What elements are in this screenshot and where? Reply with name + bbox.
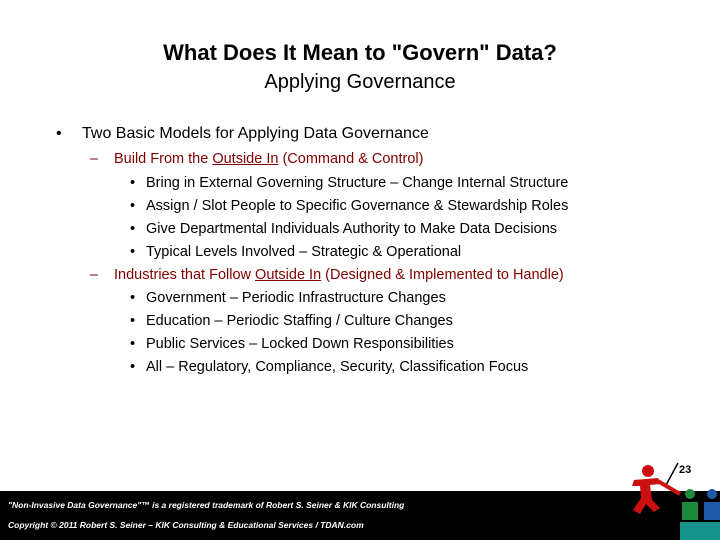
list-item-text: Bring in External Governing Structure – Change Internal Structure [146,175,569,191]
section2-underlined: Outside In [255,267,322,283]
dash-marker: – [90,267,99,283]
sub-bullet-marker: • [130,336,136,352]
copyright-notice: Copyright © 2011 Robert S. Seiner – KIK Consulting & Educational Services / TDAN.com [8,520,364,530]
list-item [130,221,135,237]
slide-subtitle: Applying Governance [264,71,456,93]
list-item-text: Typical Levels Involved – Strategic & Operational [146,244,462,260]
sub-bullet-marker: • [130,290,136,306]
section1-heading [90,151,98,167]
section1-underlined: Outside In [212,151,279,167]
list-item [130,244,135,260]
sub-bullet-marker: • [130,313,136,329]
sub-bullet-marker: • [130,221,136,237]
section2-heading-text [114,267,564,283]
section1-text-after: (Command & Control) [278,151,424,167]
section2-text-after: (Designed & Implemented to Handle) [321,267,564,283]
list-item [130,313,135,329]
page-number: 23 [679,464,692,476]
section1-text-before: Build From the [114,151,213,167]
dash-marker: – [90,151,99,167]
list-item-text: Assign / Slot People to Specific Governance & Stewardship Roles [146,198,569,214]
section2-text-before: Industries that Follow [114,267,256,283]
sub-bullet-marker: • [130,359,136,375]
list-item-text: All – Regulatory, Compliance, Security, Classification Focus [146,359,529,375]
trademark-notice: "Non-Invasive Data Governance"™ is a registered trademark of Robert S. Seiner & KIK Consulting [8,500,405,510]
list-item-text: Public Services – Locked Down Responsibilities [146,336,454,352]
sub-bullet-marker: • [130,175,136,191]
list-item [130,290,135,306]
list-item [130,198,135,214]
list-item-text: Education – Periodic Staffing / Culture Changes [146,313,453,329]
bullet-marker: • [56,125,62,142]
section2-heading [90,267,98,283]
main-bullet-text: Two Basic Models for Applying Data Governance [82,125,429,142]
list-item-text: Give Departmental Individuals Authority to Make Data Decisions [146,221,558,237]
section1-heading-text [114,151,423,167]
list-item [130,175,135,191]
list-item [130,359,135,375]
list-item-text: Government – Periodic Infrastructure Changes [146,290,446,306]
slide-title: What Does It Mean to "Govern" Data? [163,40,557,65]
company-logo [628,458,720,540]
list-item [130,336,135,352]
sub-bullet-marker: • [130,244,136,260]
footer-bar [0,491,720,540]
sub-bullet-marker: • [130,198,136,214]
